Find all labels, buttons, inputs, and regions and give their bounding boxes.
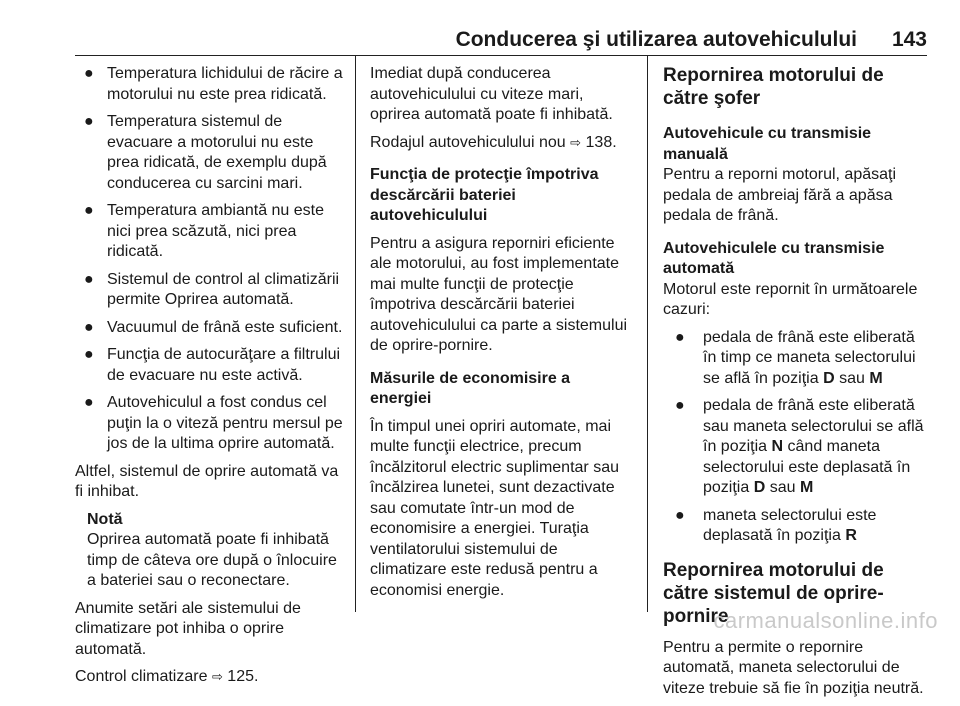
- paragraph: Imediat după conducerea autovehiculului cu viteze mari, oprirea automată poate fi inhibată.: [370, 65, 613, 123]
- list-item: ● Temperatura sistemul de evacuare a motorului nu este prea ridicată, de exemplu după conducerea cu sarcini mari.: [84, 113, 327, 192]
- list-item: ● Temperatura ambiantă nu este nici prea scăzută, nici prea ridicată.: [84, 202, 325, 260]
- page-number: 143: [891, 28, 927, 51]
- restart-conditions-list: [663, 328, 929, 547]
- bullet-icon: ●: [675, 506, 685, 524]
- note-title: Notă: [87, 510, 123, 528]
- paragraph: În timpul unei opriri automate, mai multe funcţii electrice, precum încălzitorul electric suplimentar sau încălzirea lunetei, sunt dezactivate sau comutate într-un mod de economisire a energiei. Turaţia ventilatorului sistemului de climatizare este redusă pentru a economisi energie.: [370, 417, 619, 599]
- page-title: Conducerea şi utilizarea autovehiculului: [455, 28, 857, 51]
- header-rule: [75, 55, 927, 56]
- bullet-icon: ●: [84, 65, 94, 82]
- subheading: Funcţia de protecţie împotriva descărcării bateriei autovehiculului: [370, 166, 599, 224]
- conditions-list: [75, 64, 343, 455]
- paragraph: Altfel, sistemul de oprire automată va fi inhibat.: [75, 462, 339, 500]
- subheading: Măsurile de economisire a energiei: [370, 369, 571, 407]
- arrow-right-icon: ⇨: [570, 134, 582, 150]
- column-2: [370, 64, 634, 608]
- note-text: Oprirea automată poate fi inhibată timp de câteva ore după o înlocuire a bateriei sau o reconectare.: [87, 531, 337, 589]
- list-item: ● maneta selectorului este deplasată în poziţia R: [675, 506, 877, 544]
- bullet-icon: ●: [84, 202, 94, 219]
- cross-reference[interactable]: Rodajul autovehiculului nou ⇨ 138.: [370, 133, 634, 154]
- paragraph: Pentru a asigura reporniri eficiente ale motorului, au fost implementate mai multe funcţii de protecţie împotriva descărcării bateriei autovehiculului ca parte a sistemului de oprire-pornire.: [370, 234, 628, 354]
- bullet-icon: ●: [84, 113, 94, 130]
- bullet-icon: ●: [84, 318, 94, 336]
- subheading: Autovehiculele cu transmisie automată: [663, 239, 885, 277]
- note-box: [87, 510, 343, 592]
- page-header: [75, 26, 927, 56]
- paragraph: Pentru a permite o repornire automată, maneta selectorului de viteze trebuie să fie în poziţia neutră.: [663, 638, 924, 697]
- section-heading: Repornirea motorului de către şofer: [663, 65, 884, 109]
- paragraph: Anumite setări ale sistemului de climatizare pot inhiba o oprire automată.: [75, 599, 301, 658]
- list-item: ● pedala de frână este eliberată în timp ce maneta selectorului se află în poziţia D sau M: [675, 328, 916, 387]
- arrow-right-icon: ⇨: [211, 669, 223, 684]
- paragraph: Motorul este repornit în următoarele cazuri:: [663, 280, 918, 318]
- list-item: ● Autovehiculul a fost condus cel puţin la o viteză pentru mersul pe jos de la ultima oprire automată.: [84, 394, 343, 452]
- list-item: ● Funcţia de autocurăţare a filtrului de evacuare nu este activă.: [84, 346, 341, 384]
- cross-reference[interactable]: Control climatizare ⇨ 125.: [75, 667, 343, 688]
- list-item: ● pedala de frână este eliberată sau maneta selectorului se află în poziţia N când maneta selectorului este deplasată în poziţia D sau M: [675, 397, 924, 496]
- bullet-icon: ●: [84, 394, 94, 411]
- list-item: ● Sistemul de control al climatizării permite Oprirea automată.: [84, 270, 340, 308]
- watermark: carmanualsonline.info: [713, 608, 938, 633]
- bullet-icon: ●: [84, 346, 94, 363]
- column-divider-2: [647, 56, 648, 612]
- list-item: ● Vacuumul de frână este suficient.: [75, 318, 343, 339]
- bullet-icon: ●: [84, 270, 94, 288]
- section-heading: Repornirea motorului de către sistemul de oprire-pornire: [663, 559, 884, 627]
- column-divider-1: [355, 56, 356, 612]
- list-item: ● Temperatura lichidului de răcire a motorului nu este prea ridicată.: [84, 65, 343, 103]
- paragraph: Pentru a reporni motorul, apăsaţi pedala de ambreiaj fără a apăsa pedala de frână.: [663, 166, 897, 224]
- subheading: Autovehicule cu transmisie manuală: [663, 125, 872, 163]
- bullet-icon: ●: [675, 397, 685, 414]
- bullet-icon: ●: [675, 328, 685, 346]
- column-1: [75, 64, 343, 695]
